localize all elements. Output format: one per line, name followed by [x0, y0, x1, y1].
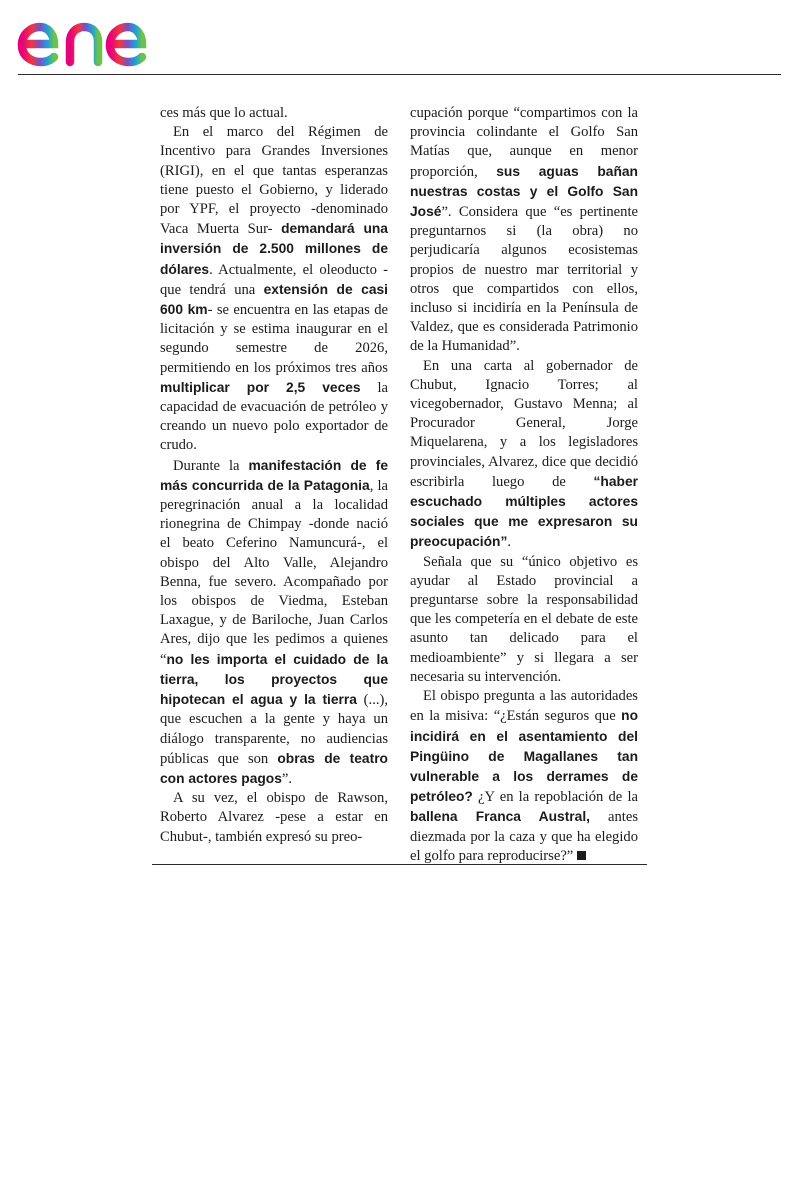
- paragraph: Durante la manifestación de fe más concurrida de la Patagonia, la peregrinación anual a la localidad rionegrina de Chimpay -donde nació el beato Ceferino Namuncurá-, el obispo del Alto Valle, Alejandro Benna, fue severo. Acompañado por los obispos de Viedma, Esteban Laxague, y de Bariloche, Juan Carlos Ares, dijo que les pedimos a quienes “no les importa el cuidado de la tierra, los proyectos que hipotecan el agua y la tierra (...), que escuchen a la gente y haya un diálogo transparente, no audiencias públicas que son obras de teatro con actores pagos”.: [160, 457, 388, 787]
- article-column-left: [160, 104, 388, 866]
- enel-logo: [14, 6, 182, 70]
- header-rule: [18, 74, 781, 75]
- paragraph: En el marco del Régimen de Incentivo para Grandes Inversiones (RIGI), en el que tantas esperanzas tiene puesto el Gobierno, y liderado por YPF, el proyecto -denominado Vaca Muerta Sur- demandará una inversión de 2.500 millones de dólares. Actualmente, el oleoducto -que tendrá una extensión de casi 600 km- se encuentra en las etapas de licitación y se estima inaugurar en el segundo semestre de 2026, permitiendo en los próximos tres años multiplicar por 2,5 veces la capacidad de evacuación de petróleo y creando un nuevo polo exportador de crudo.: [160, 124, 388, 454]
- article-column-right: [410, 104, 638, 866]
- paragraph: ces más que lo actual.: [160, 105, 288, 121]
- paragraph: En una carta al gobernador de Chubut, Ignacio Torres; al vicegobernador, Gustavo Menna; al Procurador General, Jorge Miquelarena, y a los legisladores provinciales, Alvarez, dice que decidió escribirla luego de “haber escuchado múltiples actores sociales que me expresaron su preocupación”.: [410, 357, 638, 551]
- paragraph: A su vez, el obispo de Rawson, Roberto Alvarez -pese a estar en Chubut-, también expresó su preo-: [160, 790, 388, 845]
- paragraph: Señala que su “único objetivo es ayudar al Estado provincial a preguntarse sobre la responsabilidad que les competería en el debate de este asunto tan delicado para el medioambiente” y si llegara a ser necesaria su intervención.: [410, 553, 638, 685]
- paragraph: El obispo pregunta a las autoridades en la misiva: “¿Están seguros que no incidirá en el asentamiento del Pingüino de Magallanes tan vulnerable a los derrames de petróleo? ¿Y en la repoblación de la ballena Franca Austral, antes diezmada por la caza y que ha elegido el golfo para reproducirse?”: [410, 688, 638, 864]
- paragraph: cupación porque “compartimos con la provincia colindante el Golfo San Matías que, aunque en menor proporción, sus aguas bañan nuestras costas y el Golfo San José”. Considera que “es pertinente preguntarnos si (la obra) no perjudicaría algunos ecosistemas propios de nuestro mar territorial y otros que compartidos con ellos, incluso si incidiría en la Península de Valdez, que es considerada Patrimonio de la Humanidad”.: [410, 105, 638, 355]
- footer-rule: [152, 864, 647, 865]
- end-of-article-mark: [577, 851, 586, 860]
- article-body: [160, 104, 638, 866]
